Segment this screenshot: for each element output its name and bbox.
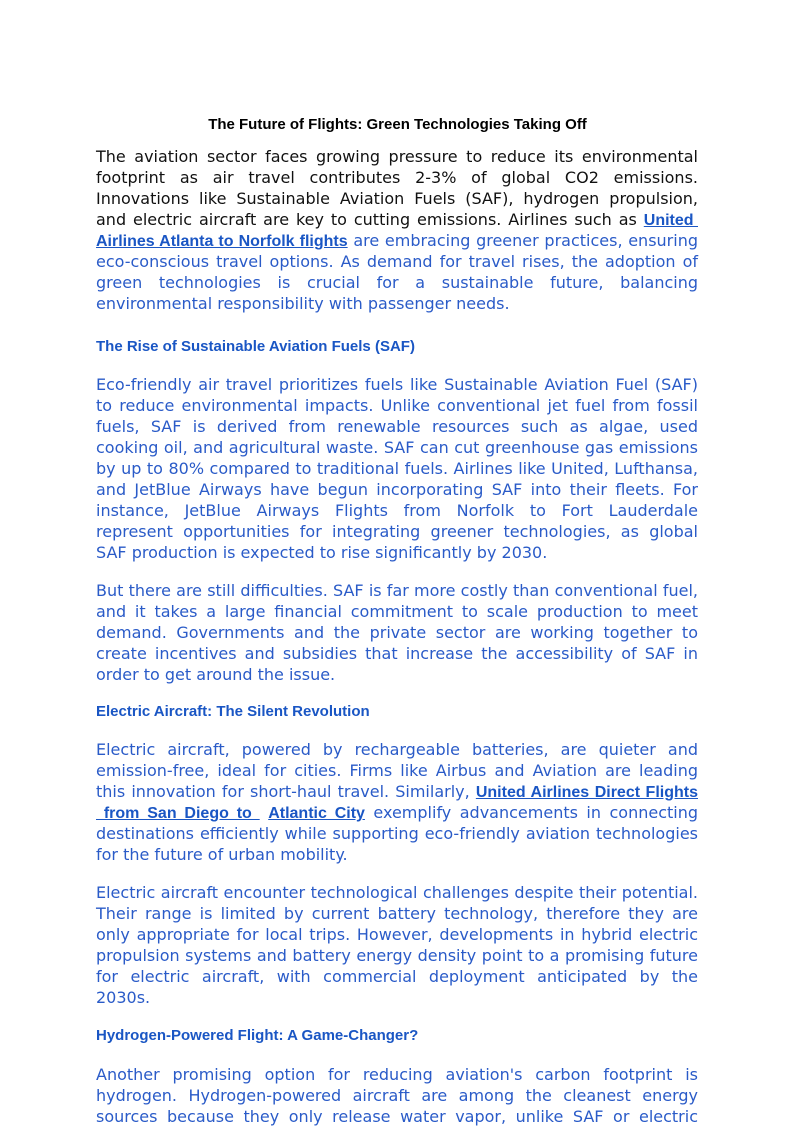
text-segment: emission-free, ideal for cities. Firms like Airbus and Aviation are leading <box>96 761 698 780</box>
text-segment: order to get around the issue. <box>96 665 336 684</box>
saf-challenges-paragraph <box>96 580 698 685</box>
text-line <box>96 542 698 563</box>
text-segment: environmental responsibility with passenger needs. <box>96 294 510 313</box>
text-segment: Another promising option for reducing aviation's carbon footprint is <box>96 1065 698 1084</box>
text-line <box>96 416 698 437</box>
text-segment: Innovations like Sustainable Aviation Fuels (SAF), hydrogen propulsion, <box>96 189 698 208</box>
electric-challenges-paragraph <box>96 882 698 1008</box>
text-line <box>96 760 698 781</box>
text-line <box>96 580 698 601</box>
text-line <box>96 230 698 251</box>
text-segment: eco-conscious travel options. As demand for travel rises, the adoption of <box>96 252 698 271</box>
text-segment: SAF production is expected to rise significantly by 2030. <box>96 543 548 562</box>
text-line <box>96 1085 698 1106</box>
text-line <box>96 739 698 760</box>
text-line <box>96 802 698 823</box>
text-segment: Their range is limited by current battery technology, therefore they are <box>96 904 698 923</box>
text-line <box>96 251 698 272</box>
text-line <box>96 966 698 987</box>
text-segment: and it takes a large financial commitment to scale production to meet <box>96 602 698 621</box>
text-line <box>96 374 698 395</box>
flight-link[interactable]: Airlines Atlanta to Norfolk flights <box>96 233 348 250</box>
flight-link[interactable]: from San Diego to <box>96 805 260 822</box>
text-segment: and electric aircraft are key to cutting emissions. Airlines such as <box>96 210 644 229</box>
text-line <box>96 209 698 230</box>
text-line <box>96 664 698 685</box>
text-segment: only appropriate for local trips. However, developments in hybrid electric <box>96 925 698 944</box>
text-line <box>96 479 698 500</box>
text-line <box>96 823 698 844</box>
intro-paragraph <box>96 146 698 314</box>
text-segment: demand. Governments and the private sector are working together to <box>96 623 698 642</box>
electric-paragraph <box>96 739 698 865</box>
text-line <box>96 844 698 865</box>
text-segment <box>260 803 269 822</box>
text-segment: represent opportunities for integrating greener technologies, as global <box>96 522 698 541</box>
text-segment: create incentives and subsidies that increase the accessibility of SAF in <box>96 644 698 663</box>
text-segment: to reduce environmental impacts. Unlike conventional jet fuel from fossil <box>96 396 698 415</box>
flight-link[interactable]: United <box>643 212 698 229</box>
text-segment: by up to 80% compared to traditional fuels. Airlines like United, Lufthansa, <box>96 459 698 478</box>
text-segment: cooking oil, and agricultural waste. SAF can cut greenhouse gas emissions <box>96 438 698 457</box>
text-segment: instance, JetBlue Airways Flights from Norfolk to Fort Lauderdale <box>96 501 698 520</box>
text-line <box>96 167 698 188</box>
text-line <box>96 521 698 542</box>
flight-link[interactable]: United Airlines Direct Flights <box>475 784 698 801</box>
text-line <box>96 903 698 924</box>
heading-electric: Electric Aircraft: The Silent Revolution <box>96 703 370 720</box>
saf-paragraph <box>96 374 698 563</box>
text-segment: Electric aircraft encounter technological challenges despite their potential. <box>96 883 698 902</box>
text-line <box>96 601 698 622</box>
text-segment: for electric aircraft, with commercial deployment anticipated by the <box>96 967 698 986</box>
text-line <box>96 882 698 903</box>
text-segment: But there are still difficulties. SAF is far more costly than conventional fuel, <box>96 581 698 600</box>
text-line <box>96 622 698 643</box>
heading-hydrogen: Hydrogen-Powered Flight: A Game-Changer? <box>96 1027 419 1044</box>
text-segment: are embracing greener practices, ensuring <box>347 231 698 250</box>
text-segment: The aviation sector faces growing pressure to reduce its environmental <box>96 147 698 166</box>
text-segment: exemplify advancements in connecting <box>364 803 699 822</box>
text-segment: destinations efficiently while supporting eco-friendly aviation technologies <box>96 824 698 843</box>
text-segment: Eco-friendly air travel prioritizes fuels like Sustainable Aviation Fuel (SAF) <box>96 375 698 394</box>
text-line <box>96 924 698 945</box>
text-segment: footprint as air travel contributes 2-3% of global CO2 emissions. <box>96 168 698 187</box>
text-segment: sources because they only release water vapor, unlike SAF or electric <box>96 1107 698 1126</box>
flight-link[interactable]: Atlantic City <box>268 805 365 822</box>
text-segment: green technologies is crucial for a sustainable future, balancing <box>96 273 698 292</box>
text-line <box>96 437 698 458</box>
text-line <box>96 395 698 416</box>
text-segment: propulsion systems and battery energy density point to a promising future <box>96 946 698 965</box>
document-title: The Future of Flights: Green Technologies Taking Off <box>208 116 587 133</box>
text-segment: 2030s. <box>96 988 151 1007</box>
text-line <box>96 945 698 966</box>
hydrogen-paragraph <box>96 1064 698 1127</box>
text-line <box>96 781 698 802</box>
heading-saf: The Rise of Sustainable Aviation Fuels (SAF) <box>96 338 415 355</box>
text-segment: and JetBlue Airways have begun incorporating SAF into their fleets. For <box>96 480 698 499</box>
text-line <box>96 146 698 167</box>
text-line <box>96 272 698 293</box>
text-segment: fuels, SAF is derived from renewable resources such as algae, used <box>96 417 698 436</box>
text-line <box>96 643 698 664</box>
text-line <box>96 987 698 1008</box>
text-segment: hydrogen. Hydrogen-powered aircraft are among the cleanest energy <box>96 1086 698 1105</box>
text-line <box>96 188 698 209</box>
text-line <box>96 500 698 521</box>
text-line <box>96 1064 698 1085</box>
text-line <box>96 293 698 314</box>
text-segment: for the future of urban mobility. <box>96 845 348 864</box>
text-segment: this innovation for short-haul travel. Similarly, <box>96 782 476 801</box>
text-segment: Electric aircraft, powered by rechargeable batteries, are quieter and <box>96 740 698 759</box>
text-line <box>96 458 698 479</box>
